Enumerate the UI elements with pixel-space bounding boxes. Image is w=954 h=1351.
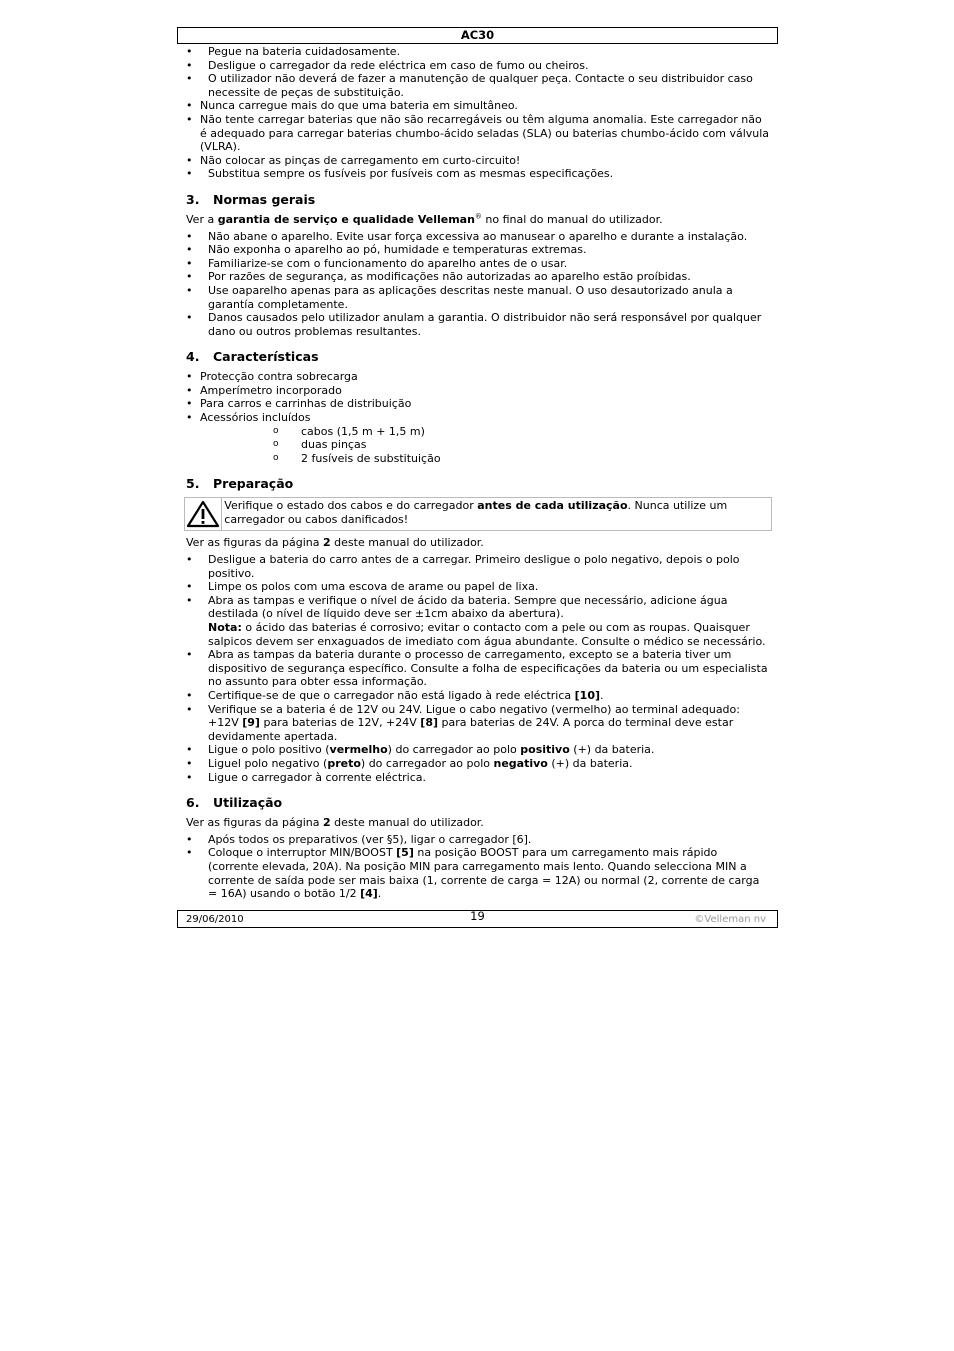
list-item: • Não colocar as pinças de carregamento em curto-circuito! xyxy=(186,154,771,168)
list-item: • Para carros e carrinhas de distribuição xyxy=(186,397,771,411)
accessories-sublist xyxy=(186,425,771,466)
list-item: • Não abane o aparelho. Evite usar força excessiva ao manusear o aparelho e durante a instalação. xyxy=(186,230,771,244)
document-body xyxy=(186,45,771,901)
general-rules-list xyxy=(186,230,771,339)
list-item: • Liguel polo negativo (preto) do carregador ao polo negativo (+) da bateria. xyxy=(186,757,771,771)
sublist-item: o 2 fusíveis de substituição xyxy=(186,452,771,466)
list-item: • Familiarize-se com o funcionamento do aparelho antes de o usar. xyxy=(186,257,771,271)
list-item: • Coloque o interruptor MIN/BOOST [5] na posição BOOST para um carregamento mais rápido (corrente elevada, 20A). Na posição MIN para carregamento mais lento. Quando selecciona MIN a corrente de saída pode ser mais baixa (1, corrente de carga = 12A) ou normal (2, corrente de carga = 16A) usando o botão 1/2 [4]. xyxy=(186,846,771,900)
section-heading: 6. Utilização xyxy=(186,795,283,811)
list-item: • Abra as tampas da bateria durante o processo de carregamento, excepto se a bateria tiver um dispositivo de segurança específico. Consulte a folha de especificações da bateria ou um especialista no assunto para obter essa informação. xyxy=(186,648,771,689)
section-intro: Ver a garantia de serviço e qualidade Velleman® no final do manual do utilizador. xyxy=(186,212,663,226)
list-item: • O utilizador não deverá de fazer a manutenção de qualquer peça. Contacte o seu distribuidor caso necessite de peças de substituição. xyxy=(186,72,771,99)
list-item: • Abra as tampas e verifique o nível de ácido da bateria. Sempre que necessário, adicione água destilada (o nível de líquido deve ser ±1cm abaixo da abertura). Nota: o ácido das baterias é corrosivo; evitar o contacto com a pele ou com as roupas. Quaisquer salpicos devem ser enxaguados de imediato com água abundante. Consulte o médico se necessário. xyxy=(186,594,771,648)
list-item: • Limpe os polos com uma escova de arame ou papel de lixa. xyxy=(186,580,771,594)
list-item: • Ligue o polo positivo (vermelho) do carregador ao polo positivo (+) da bateria. xyxy=(186,743,771,757)
warning-icon xyxy=(185,498,222,530)
section-intro: Ver as figuras da página 2 deste manual do utilizador. xyxy=(186,536,484,550)
section-heading: 5. Preparação xyxy=(186,476,294,492)
list-item: • Acessórios incluídos xyxy=(186,411,771,425)
header-title: AC30 xyxy=(177,27,778,44)
list-item: • Desligue o carregador da rede eléctrica em caso de fumo ou cheiros. xyxy=(186,59,771,73)
safety-list-3 xyxy=(186,167,771,181)
list-item: • Certifique-se de que o carregador não está ligado à rede eléctrica [10]. xyxy=(186,689,771,703)
sublist-item: o cabos (1,5 m + 1,5 m) xyxy=(186,425,771,439)
footer-date: 29/06/2010 xyxy=(186,914,244,925)
section-heading: 4. Características xyxy=(186,349,319,365)
list-item: • Verifique se a bateria é de 12V ou 24V. Ligue o cabo negativo (vermelho) ao terminal adequado: +12V [9] para baterias de 12V, +24V [8] para baterias de 24V. A porca do terminal deve estar devidamente apertada. xyxy=(186,703,771,744)
page-number: 19 xyxy=(470,909,485,923)
list-item: • Ligue o carregador à corrente eléctrica. xyxy=(186,771,771,785)
safety-list-2 xyxy=(186,99,771,167)
list-item: • Nunca carregue mais do que uma bateria em simultâneo. xyxy=(186,99,771,113)
preparation-list xyxy=(186,553,771,784)
warning-text: Verifique o estado dos cabos e do carregador antes de cada utilização. Nunca utilize um carregador ou cabos danificados! xyxy=(224,499,728,527)
list-item: • Protecção contra sobrecarga xyxy=(186,370,771,384)
list-item: • Danos causados pelo utilizador anulam a garantia. O distribuidor não será responsável por qualquer dano ou outros problemas resultantes. xyxy=(186,311,771,338)
list-item: • Desligue a bateria do carro antes de a carregar. Primeiro desligue o polo negativo, depois o polo positivo. xyxy=(186,553,771,580)
section-heading: 3. Normas gerais xyxy=(186,191,316,207)
page-footer xyxy=(177,910,778,928)
usage-list xyxy=(186,833,771,901)
list-item: • Use oaparelho apenas para as aplicações descritas neste manual. O uso desautorizado anula a garantía completamente. xyxy=(186,284,771,311)
warning-box xyxy=(184,497,772,531)
list-item: • Amperímetro incorporado xyxy=(186,384,771,398)
sublist-item: o duas pinças xyxy=(186,438,771,452)
list-item: • Não tente carregar baterias que não são recarregáveis ou têm alguma anomalia. Este carregador não é adequado para carregar baterias chumbo-ácido seladas (SLA) ou baterias chumbo-ácido com válvula (VLRA). xyxy=(186,113,771,154)
list-item: • Substitua sempre os fusíveis por fusíveis com as mesmas especificações. xyxy=(186,167,771,181)
section-intro: Ver as figuras da página 2 deste manual do utilizador. xyxy=(186,816,484,830)
list-item: • Após todos os preparativos (ver §5), ligar o carregador [6]. xyxy=(186,833,771,847)
list-item: • Por razões de segurança, as modificações não autorizadas ao aparelho estão proíbidas. xyxy=(186,270,771,284)
list-item: • Não exponha o aparelho ao pó, humidade e temperaturas extremas. xyxy=(186,243,771,257)
list-item: • Pegue na bateria cuidadosamente. xyxy=(186,45,771,59)
safety-list xyxy=(186,45,771,99)
features-list xyxy=(186,370,771,424)
footer-copyright: ©Velleman nv xyxy=(694,914,766,925)
